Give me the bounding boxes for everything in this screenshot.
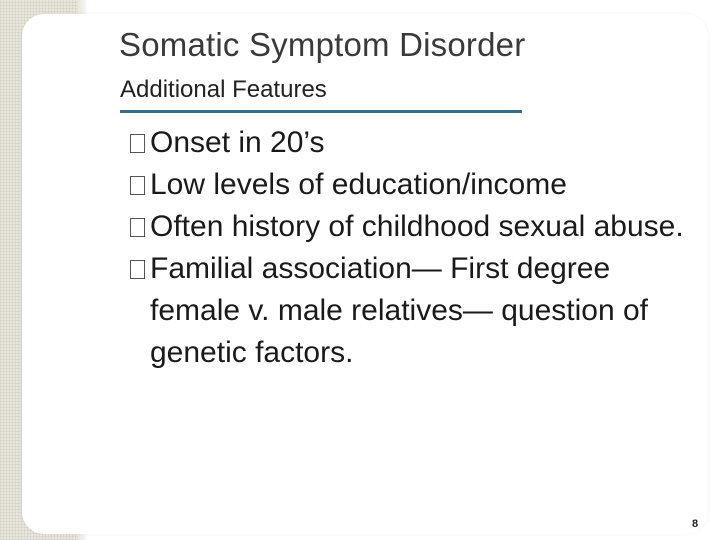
title-underline	[120, 110, 522, 113]
slide-subtitle: Additional Features	[120, 76, 327, 103]
bullet-text: Familial association— First degree female v. male relatives— question of genetic factors.	[150, 252, 649, 369]
bullet-item	[128, 248, 703, 374]
missing-glyph-box-icon	[130, 134, 145, 153]
bullet-item	[128, 122, 703, 164]
bullet-text: Often history of childhood sexual abuse.	[150, 210, 684, 243]
slide-title: Somatic Symptom Disorder	[119, 26, 526, 63]
bullet-list	[128, 122, 703, 374]
bullet-text: Onset in 20’s	[150, 126, 325, 159]
missing-glyph-box-icon	[130, 218, 145, 237]
bullet-text: Low levels of education/income	[150, 168, 567, 201]
page-number: 8	[692, 518, 699, 530]
bullet-item	[128, 164, 703, 206]
missing-glyph-box-icon	[130, 176, 145, 195]
bullet-item	[128, 206, 703, 248]
missing-glyph-box-icon	[130, 260, 145, 279]
